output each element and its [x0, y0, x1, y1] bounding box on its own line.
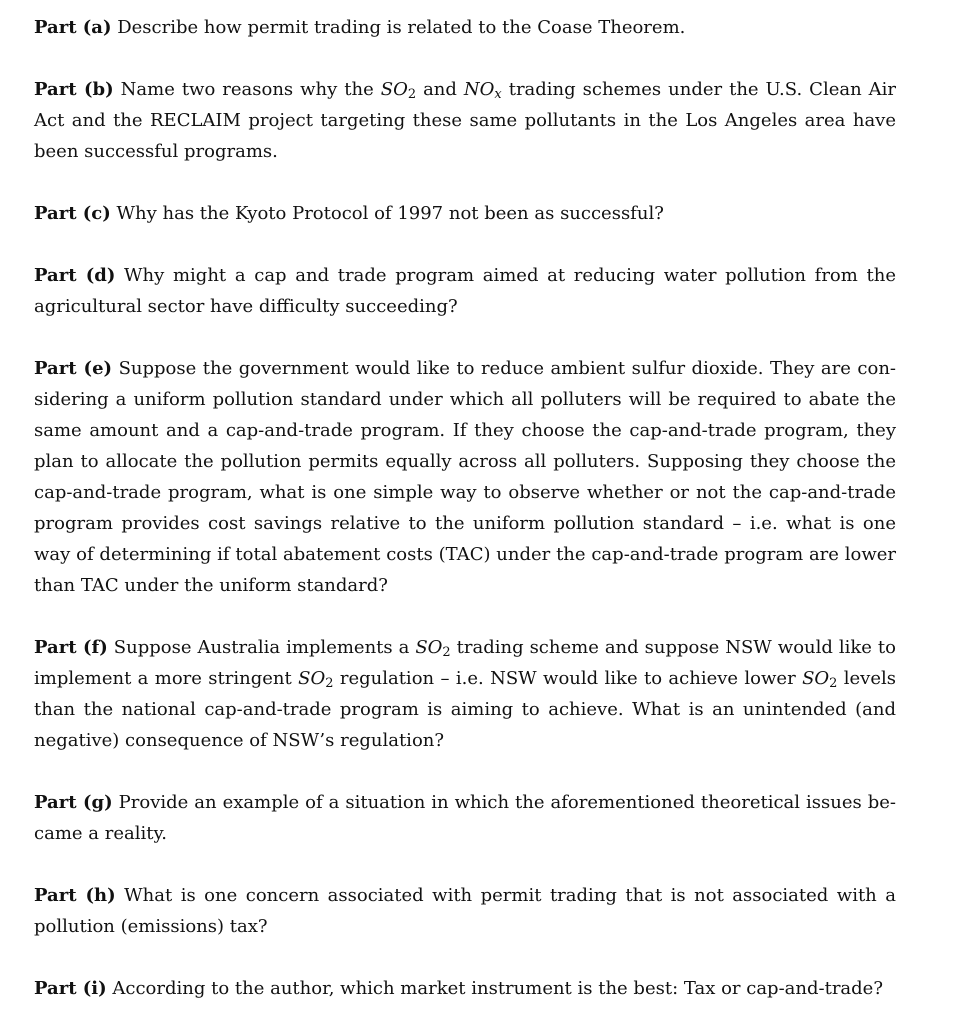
question-label: Part (g)	[34, 792, 113, 813]
math-expression: $SO_2$	[380, 79, 417, 103]
question-text: and	[416, 79, 464, 100]
question-text: levels than the national cap-and-trade program is aiming to achieve. What is an unintended (and negative) consequence of NSW’s regulation?	[34, 668, 897, 751]
question-label: Part (i)	[34, 978, 107, 999]
question-label: Part (b)	[34, 79, 114, 100]
question-label: Part (h)	[34, 885, 116, 906]
question-text: Why might a cap and trade program aimed at reducing water pollution from the agricultural sector have difficulty succeeding?	[34, 265, 896, 317]
question-part	[34, 12, 896, 43]
question-text: Suppose Australia implements a	[113, 637, 416, 658]
math-expression: $SO_2$	[415, 637, 451, 661]
question-part	[34, 880, 896, 942]
question-label: Part (f)	[34, 637, 108, 658]
question-part	[34, 74, 896, 167]
question-text: Name two reasons why the	[120, 79, 381, 100]
math-expression: $SO_2$	[298, 668, 334, 692]
question-text: Provide an example of a situation in which the aforementioned theoretical issues became a reality.	[34, 792, 896, 844]
question-text: regulation – i.e. NSW would like to achieve lower	[333, 668, 803, 689]
question-text: trading schemes under the U.S. Clean Air Act and the RECLAIM project targeting these same pollutants in the Los Angeles area have been successful programs.	[34, 79, 897, 162]
question-text: Why has the Kyoto Protocol of 1997 not been as successful?	[116, 203, 664, 224]
math-expression: $NO_x$	[463, 79, 502, 103]
question-label: Part (a)	[34, 17, 112, 38]
question-text: trading scheme and suppose NSW would like to implement a more stringent	[34, 637, 896, 689]
question-text: Suppose the government would like to reduce ambient sulfur dioxide. They are considering a uniform pollution standard under which all polluters will be required to abate the same amount and a cap-and-trade program. If they choose the cap-and-trade program, they plan to allocate the pollution permits equally across all polluters. Supposing they choose the cap-and-trade program, what is one simple way to observe whether or not the cap-and-trade program provides cost savings relative to the uniform pollution standard – i.e. what is one way of determining if total abatement costs (TAC) under the cap-and-trade program are lower than TAC under the uniform standard?	[34, 358, 896, 596]
question-text: Describe how permit trading is related to the Coase Theorem.	[117, 17, 686, 38]
question-part	[34, 353, 896, 601]
math-expression: $SO_2$	[802, 668, 838, 692]
question-label: Part (d)	[34, 265, 116, 286]
question-part	[34, 198, 896, 229]
question-label: Part (c)	[34, 203, 111, 224]
question-part	[34, 787, 896, 849]
question-part	[34, 632, 896, 756]
question-document	[34, 12, 896, 1035]
question-part	[34, 260, 896, 322]
question-part	[34, 973, 896, 1004]
question-text: What is one concern associated with permit trading that is not associated with a pollution (emissions) tax?	[34, 885, 896, 937]
question-text: According to the author, which market instrument is the best: Tax or cap-and-trade?	[112, 978, 883, 999]
question-label: Part (e)	[34, 358, 113, 379]
